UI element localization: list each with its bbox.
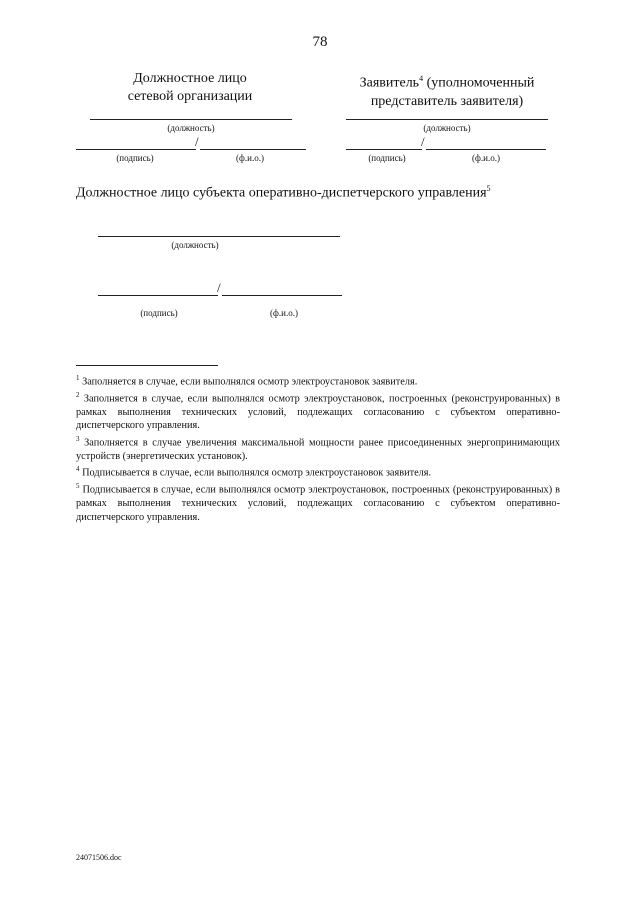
applicant-slash: / [421,134,425,149]
dispatch-name-caption: (ф.и.о.) [270,308,298,318]
applicant-name-line [426,149,546,150]
footnote-1 [76,372,560,389]
network-org-signature-line [76,149,196,150]
footnote-2 [76,389,560,433]
applicant-title-rest: (уполномоченный [423,75,535,91]
network-org-slash: / [195,134,199,149]
dispatch-heading-text: Должностное лицо субъекта оперативно-диспетчерского управления [76,185,487,201]
dispatch-position-line [98,236,340,237]
network-org-title-line2: сетевой организации [127,89,253,104]
dispatch-heading [76,184,491,202]
network-org-name-line [200,149,306,150]
network-org-position-line [90,119,292,120]
footnote-5 [76,480,560,524]
doc-filename: 24071506.doc [76,853,122,862]
applicant-position-line [346,119,548,120]
footnote-1-text: Заполняется в случае, если выполнялся осмотр электроустановок заявителя. [79,376,418,388]
network-org-title [90,70,290,106]
applicant-title-sup: 4 [419,74,424,83]
applicant-signature-caption: (подпись) [368,153,406,163]
network-org-name-caption: (ф.и.о.) [236,153,264,163]
applicant-position-caption: (должность) [423,123,471,133]
applicant-name-caption: (ф.и.о.) [472,153,500,163]
footnote-divider [76,365,218,366]
network-org-position-caption: (должность) [167,123,215,133]
footnote-3-number: 3 [76,434,80,443]
footnote-2-number: 2 [76,390,80,399]
page-number: 78 [312,34,328,50]
dispatch-name-line [222,295,342,296]
applicant-title-word: Заявитель [359,75,420,91]
network-org-title-line1: Должностное лицо [133,71,247,86]
footnote-5-text: Подписывается в случае, если выполнялся осмотр электроустановок, построенных (реконструированных) в рамках выполнения технических условий, подлежащих согласованию с субъектом оперативно-диспетчерского управления. [76,484,560,523]
dispatch-heading-sup: 5 [486,184,491,193]
applicant-title-line1 [336,70,558,93]
footnote-5-number: 5 [76,482,80,491]
applicant-title-line2: представитель заявителя) [370,93,524,109]
dispatch-slash: / [217,280,221,295]
footnote-4 [76,463,560,480]
applicant-title [336,70,558,111]
footnote-2-text: Заполняется в случае, если выполнялся осмотр электроустановок, построенных (реконструированных) в рамках выполнения технических условий, подлежащих согласованию с субъектом оперативно-диспетчерского управления. [76,393,560,432]
footnote-4-number: 4 [76,465,80,474]
applicant-signature-line [346,149,422,150]
dispatch-signature-line [98,295,218,296]
network-org-signature-caption: (подпись) [116,153,154,163]
dispatch-position-caption: (должность) [171,240,219,250]
dispatch-signature-caption: (подпись) [140,308,178,318]
footnote-4-text: Подписывается в случае, если выполнялся осмотр электроустановок заявителя. [79,467,432,479]
footnotes [76,372,560,524]
footnote-3 [76,433,560,463]
footnote-3-text: Заполняется в случае увеличения максимальной мощности ранее присоединенных энергопринимающих устройств (энергетических установок). [76,437,560,462]
footnote-1-number: 1 [76,374,80,382]
